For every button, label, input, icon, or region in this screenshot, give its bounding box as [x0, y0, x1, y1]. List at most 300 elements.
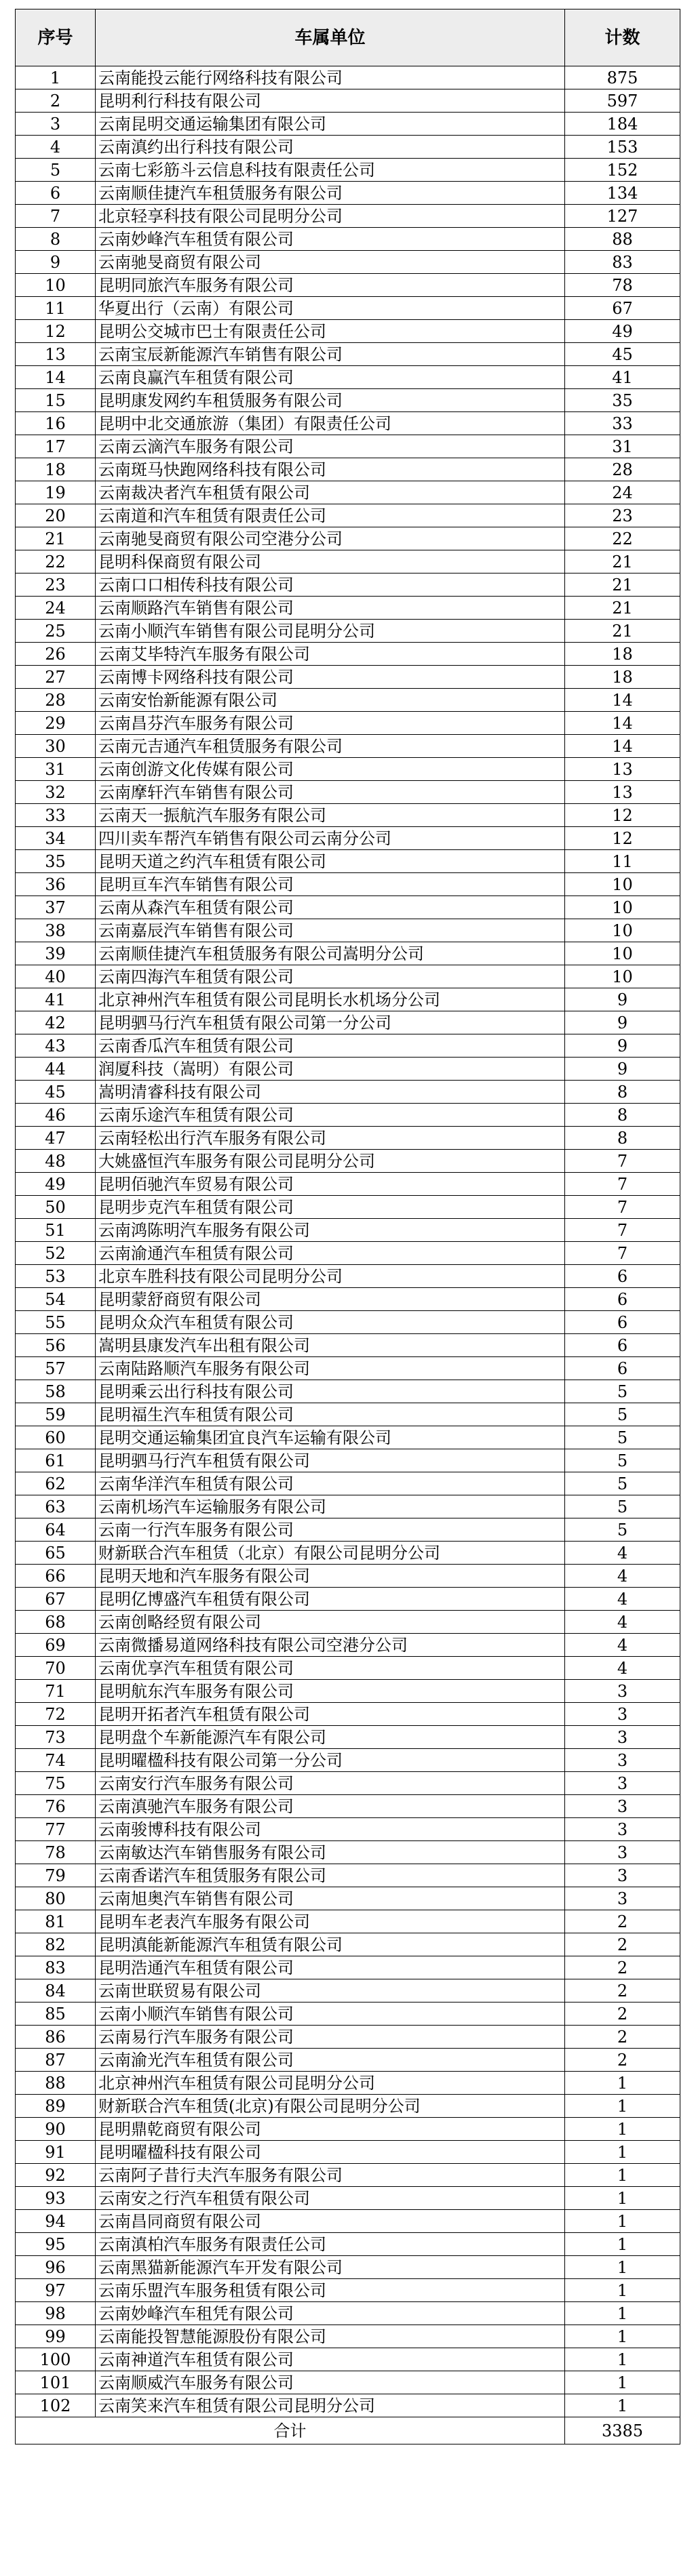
row-unit: 云南安怡新能源有限公司 [96, 689, 565, 712]
row-index: 77 [16, 1818, 96, 1841]
table-row [16, 1588, 680, 1611]
row-index: 20 [16, 504, 96, 527]
row-count: 152 [565, 159, 680, 182]
row-unit: 云南安之行汽车租赁有限公司 [96, 2187, 565, 2210]
table-row [16, 113, 680, 136]
row-unit: 昆明天地和汽车服务有限公司 [96, 1565, 565, 1588]
row-index: 9 [16, 251, 96, 274]
table-row [16, 573, 680, 597]
table-row [16, 2049, 680, 2072]
table-row [16, 1864, 680, 1887]
header-row [16, 9, 680, 66]
row-unit: 云南云滴汽车服务有限公司 [96, 435, 565, 458]
row-unit: 云南世联贸易有限公司 [96, 1979, 565, 2003]
row-index: 37 [16, 896, 96, 919]
row-unit: 云南驰旻商贸有限公司空港分公司 [96, 527, 565, 550]
row-count: 6 [565, 1357, 680, 1380]
row-unit: 云南宝辰新能源汽车销售有限公司 [96, 343, 565, 366]
row-unit: 云南滇驰汽车服务有限公司 [96, 1795, 565, 1818]
total-label: 合计 [16, 2417, 565, 2444]
table-footer [16, 2417, 680, 2444]
row-unit: 昆明鼎乾商贸有限公司 [96, 2118, 565, 2141]
row-index: 2 [16, 89, 96, 113]
row-count: 4 [565, 1565, 680, 1588]
row-index: 73 [16, 1726, 96, 1749]
row-count: 1 [565, 2095, 680, 2118]
row-count: 4 [565, 1634, 680, 1657]
row-index: 48 [16, 1150, 96, 1173]
row-count: 18 [565, 643, 680, 666]
row-unit: 云南一行汽车服务有限公司 [96, 1518, 565, 1542]
row-index: 72 [16, 1703, 96, 1726]
row-index: 18 [16, 458, 96, 481]
row-index: 68 [16, 1611, 96, 1634]
row-count: 8 [565, 1081, 680, 1104]
table-row [16, 758, 680, 781]
row-unit: 华夏出行（云南）有限公司 [96, 297, 565, 320]
row-unit: 昆明曜楹科技有限公司第一分公司 [96, 1749, 565, 1772]
row-unit: 云南香诺汽车租赁服务有限公司 [96, 1864, 565, 1887]
table-row [16, 504, 680, 527]
table-row [16, 2233, 680, 2256]
row-count: 24 [565, 481, 680, 504]
row-unit: 云南笑来汽车租赁有限公司昆明分公司 [96, 2394, 565, 2417]
table-row [16, 527, 680, 550]
table-row [16, 2325, 680, 2348]
row-index: 46 [16, 1104, 96, 1127]
table-row [16, 1334, 680, 1357]
row-index: 53 [16, 1265, 96, 1288]
row-index: 38 [16, 919, 96, 942]
row-index: 92 [16, 2164, 96, 2187]
row-count: 1 [565, 2394, 680, 2417]
row-unit: 昆明曜楹科技有限公司 [96, 2141, 565, 2164]
table-row [16, 988, 680, 1011]
table-row [16, 781, 680, 804]
row-unit: 云南陆路顺汽车服务有限公司 [96, 1357, 565, 1380]
table-row [16, 1426, 680, 1449]
row-count: 23 [565, 504, 680, 527]
row-count: 7 [565, 1219, 680, 1242]
row-count: 21 [565, 620, 680, 643]
table-row [16, 1472, 680, 1495]
row-count: 7 [565, 1150, 680, 1173]
row-index: 84 [16, 1979, 96, 2003]
table-row [16, 1565, 680, 1588]
row-index: 55 [16, 1311, 96, 1334]
row-count: 6 [565, 1265, 680, 1288]
table-row [16, 228, 680, 251]
row-unit: 云南小顺汽车销售有限公司昆明分公司 [96, 620, 565, 643]
table-row [16, 435, 680, 458]
row-count: 49 [565, 320, 680, 343]
row-count: 5 [565, 1472, 680, 1495]
table-row [16, 1034, 680, 1058]
row-count: 5 [565, 1403, 680, 1426]
row-unit: 云南道和汽车租赁有限责任公司 [96, 504, 565, 527]
table-row [16, 1979, 680, 2003]
table-row [16, 481, 680, 504]
table-row [16, 366, 680, 389]
row-index: 70 [16, 1657, 96, 1680]
header-index: 序号 [16, 9, 96, 66]
row-count: 4 [565, 1657, 680, 1680]
row-unit: 云南妙峰汽车租凭有限公司 [96, 2302, 565, 2325]
row-unit: 昆明驷马行汽车租赁有限公司 [96, 1449, 565, 1472]
row-unit: 云南昌同商贸有限公司 [96, 2210, 565, 2233]
row-unit: 北京神州汽车租赁有限公司昆明长水机场分公司 [96, 988, 565, 1011]
table-row [16, 1058, 680, 1081]
row-index: 50 [16, 1196, 96, 1219]
row-index: 90 [16, 2118, 96, 2141]
row-count: 9 [565, 1011, 680, 1034]
row-index: 95 [16, 2233, 96, 2256]
row-index: 23 [16, 573, 96, 597]
table-row [16, 1542, 680, 1565]
row-unit: 财新联合汽车租赁（北京）有限公司昆明分公司 [96, 1542, 565, 1565]
table-row [16, 1772, 680, 1795]
row-index: 82 [16, 1933, 96, 1956]
table-row [16, 1680, 680, 1703]
row-index: 85 [16, 2003, 96, 2026]
row-count: 21 [565, 573, 680, 597]
row-count: 41 [565, 366, 680, 389]
row-index: 14 [16, 366, 96, 389]
row-index: 76 [16, 1795, 96, 1818]
row-count: 3 [565, 1749, 680, 1772]
row-count: 8 [565, 1127, 680, 1150]
row-count: 35 [565, 389, 680, 412]
row-count: 1 [565, 2233, 680, 2256]
row-count: 4 [565, 1588, 680, 1611]
table-row [16, 66, 680, 89]
row-index: 21 [16, 527, 96, 550]
row-index: 71 [16, 1680, 96, 1703]
row-unit: 昆明驷马行汽车租赁有限公司第一分公司 [96, 1011, 565, 1034]
table-row [16, 850, 680, 873]
table-row [16, 942, 680, 965]
table-row [16, 804, 680, 827]
row-unit: 云南敏达汽车销售服务有限公司 [96, 1841, 565, 1864]
row-unit: 嵩明县康发汽车出租有限公司 [96, 1334, 565, 1357]
row-count: 8 [565, 1104, 680, 1127]
table-row [16, 919, 680, 942]
row-count: 33 [565, 412, 680, 435]
row-count: 4 [565, 1611, 680, 1634]
row-count: 134 [565, 182, 680, 205]
row-count: 6 [565, 1311, 680, 1334]
row-index: 58 [16, 1380, 96, 1403]
row-index: 30 [16, 735, 96, 758]
row-unit: 昆明康发网约车租赁服务有限公司 [96, 389, 565, 412]
row-count: 10 [565, 965, 680, 988]
row-count: 10 [565, 873, 680, 896]
table-row [16, 1956, 680, 1979]
table-row [16, 1910, 680, 1933]
row-count: 18 [565, 666, 680, 689]
row-unit: 云南嘉辰汽车销售有限公司 [96, 919, 565, 942]
table-row [16, 1403, 680, 1426]
row-index: 42 [16, 1011, 96, 1034]
row-index: 54 [16, 1288, 96, 1311]
table-row [16, 666, 680, 689]
row-index: 96 [16, 2256, 96, 2279]
row-index: 93 [16, 2187, 96, 2210]
row-index: 62 [16, 1472, 96, 1495]
table-row [16, 1703, 680, 1726]
row-count: 22 [565, 527, 680, 550]
table-row [16, 182, 680, 205]
row-index: 97 [16, 2279, 96, 2302]
row-count: 67 [565, 297, 680, 320]
row-unit: 云南摩轩汽车销售有限公司 [96, 781, 565, 804]
row-index: 52 [16, 1242, 96, 1265]
table-row [16, 965, 680, 988]
row-unit: 云南渝光汽车租赁有限公司 [96, 2049, 565, 2072]
row-count: 6 [565, 1288, 680, 1311]
row-unit: 云南阿子昔行夫汽车服务有限公司 [96, 2164, 565, 2187]
row-count: 1 [565, 2164, 680, 2187]
row-count: 1 [565, 2371, 680, 2394]
table-row [16, 458, 680, 481]
row-index: 5 [16, 159, 96, 182]
row-index: 1 [16, 66, 96, 89]
row-index: 61 [16, 1449, 96, 1472]
row-unit: 四川卖车帮汽车销售有限公司云南分公司 [96, 827, 565, 850]
row-index: 26 [16, 643, 96, 666]
row-count: 184 [565, 113, 680, 136]
row-count: 1 [565, 2256, 680, 2279]
row-unit: 云南天一振航汽车服务有限公司 [96, 804, 565, 827]
row-index: 15 [16, 389, 96, 412]
row-count: 5 [565, 1426, 680, 1449]
row-count: 7 [565, 1242, 680, 1265]
row-unit: 云南驰旻商贸有限公司 [96, 251, 565, 274]
row-unit: 云南轻松出行汽车服务有限公司 [96, 1127, 565, 1150]
row-unit: 昆明滇能新能源汽车租赁有限公司 [96, 1933, 565, 1956]
row-unit: 云南香瓜汽车租赁有限公司 [96, 1034, 565, 1058]
row-unit: 昆明步克汽车租赁有限公司 [96, 1196, 565, 1219]
row-index: 64 [16, 1518, 96, 1542]
table-row [16, 297, 680, 320]
row-index: 27 [16, 666, 96, 689]
row-unit: 昆明利行科技有限公司 [96, 89, 565, 113]
row-index: 98 [16, 2302, 96, 2325]
row-unit: 云南安行汽车服务有限公司 [96, 1772, 565, 1795]
row-index: 69 [16, 1634, 96, 1657]
table-row [16, 2118, 680, 2141]
table-row [16, 274, 680, 297]
row-unit: 云南骏博科技有限公司 [96, 1818, 565, 1841]
table-row [16, 2279, 680, 2302]
row-count: 3 [565, 1726, 680, 1749]
row-count: 3 [565, 1841, 680, 1864]
row-count: 1 [565, 2072, 680, 2095]
table-row [16, 735, 680, 758]
row-count: 1 [565, 2210, 680, 2233]
row-count: 13 [565, 758, 680, 781]
table-header [16, 9, 680, 66]
table-row [16, 550, 680, 573]
row-index: 40 [16, 965, 96, 988]
row-count: 2 [565, 1933, 680, 1956]
row-index: 78 [16, 1841, 96, 1864]
row-count: 5 [565, 1495, 680, 1518]
table-row [16, 1173, 680, 1196]
row-index: 94 [16, 2210, 96, 2233]
table-row [16, 2003, 680, 2026]
row-index: 32 [16, 781, 96, 804]
table-row [16, 827, 680, 850]
table-row [16, 597, 680, 620]
table-row [16, 1011, 680, 1034]
table-row [16, 136, 680, 159]
row-unit: 云南创游文化传媒有限公司 [96, 758, 565, 781]
table-row [16, 712, 680, 735]
row-index: 24 [16, 597, 96, 620]
row-unit: 云南能投云能行网络科技有限公司 [96, 66, 565, 89]
row-unit: 云南良赢汽车租赁有限公司 [96, 366, 565, 389]
row-index: 91 [16, 2141, 96, 2164]
table-row [16, 2256, 680, 2279]
table-row [16, 1265, 680, 1288]
table-row [16, 1818, 680, 1841]
row-count: 875 [565, 66, 680, 89]
row-unit: 嵩明清睿科技有限公司 [96, 1081, 565, 1104]
row-unit: 云南能投智慧能源股份有限公司 [96, 2325, 565, 2348]
row-unit: 北京轻享科技有限公司昆明分公司 [96, 205, 565, 228]
row-count: 9 [565, 1058, 680, 1081]
table-row [16, 1795, 680, 1818]
table-row [16, 620, 680, 643]
table-row [16, 2164, 680, 2187]
table-row [16, 2026, 680, 2049]
table-row [16, 689, 680, 712]
row-index: 99 [16, 2325, 96, 2348]
row-unit: 昆明公交城市巴士有限责任公司 [96, 320, 565, 343]
row-index: 56 [16, 1334, 96, 1357]
row-count: 597 [565, 89, 680, 113]
row-unit: 云南渝通汽车租赁有限公司 [96, 1242, 565, 1265]
row-count: 10 [565, 919, 680, 942]
row-count: 12 [565, 827, 680, 850]
row-unit: 云南滇柏汽车服务有限责任公司 [96, 2233, 565, 2256]
table-row [16, 1841, 680, 1864]
table-row [16, 389, 680, 412]
row-unit: 云南从森汽车租赁有限公司 [96, 896, 565, 919]
row-count: 3 [565, 1772, 680, 1795]
row-unit: 云南元吉通汽车租赁服务有限公司 [96, 735, 565, 758]
row-count: 1 [565, 2325, 680, 2348]
row-count: 3 [565, 1864, 680, 1887]
row-index: 87 [16, 2049, 96, 2072]
row-count: 88 [565, 228, 680, 251]
row-count: 31 [565, 435, 680, 458]
table-row [16, 320, 680, 343]
row-index: 6 [16, 182, 96, 205]
total-value: 3385 [565, 2417, 680, 2444]
row-count: 2 [565, 1910, 680, 1933]
header-unit: 车属单位 [96, 9, 565, 66]
row-count: 4 [565, 1542, 680, 1565]
table-row [16, 89, 680, 113]
table-row [16, 1449, 680, 1472]
table-row [16, 412, 680, 435]
row-index: 11 [16, 297, 96, 320]
row-count: 14 [565, 735, 680, 758]
row-index: 75 [16, 1772, 96, 1795]
row-index: 47 [16, 1127, 96, 1150]
table-row [16, 1611, 680, 1634]
row-count: 1 [565, 2348, 680, 2371]
row-index: 8 [16, 228, 96, 251]
row-unit: 大姚盛恒汽车服务有限公司昆明分公司 [96, 1150, 565, 1173]
row-unit: 昆明佰驰汽车贸易有限公司 [96, 1173, 565, 1196]
table-row [16, 1311, 680, 1334]
table-row [16, 643, 680, 666]
row-unit: 润厦科技（嵩明）有限公司 [96, 1058, 565, 1081]
row-count: 28 [565, 458, 680, 481]
row-unit: 云南艾毕特汽车服务有限公司 [96, 643, 565, 666]
table-row [16, 1219, 680, 1242]
row-index: 39 [16, 942, 96, 965]
row-unit: 云南创略经贸有限公司 [96, 1611, 565, 1634]
row-index: 101 [16, 2371, 96, 2394]
row-unit: 云南小顺汽车销售有限公司 [96, 2003, 565, 2026]
row-count: 1 [565, 2302, 680, 2325]
row-index: 89 [16, 2095, 96, 2118]
row-index: 36 [16, 873, 96, 896]
table-row [16, 2141, 680, 2164]
row-index: 65 [16, 1542, 96, 1565]
row-unit: 云南斑马快跑网络科技有限公司 [96, 458, 565, 481]
row-index: 86 [16, 2026, 96, 2049]
table-row [16, 251, 680, 274]
row-index: 60 [16, 1426, 96, 1449]
row-index: 31 [16, 758, 96, 781]
row-count: 2 [565, 2026, 680, 2049]
row-index: 59 [16, 1403, 96, 1426]
row-unit: 云南口口相传科技有限公司 [96, 573, 565, 597]
row-count: 2 [565, 2003, 680, 2026]
row-unit: 云南博卡网络科技有限公司 [96, 666, 565, 689]
row-count: 1 [565, 2187, 680, 2210]
header-count: 计数 [565, 9, 680, 66]
row-index: 80 [16, 1887, 96, 1910]
row-unit: 云南裁决者汽车租赁有限公司 [96, 481, 565, 504]
row-unit: 昆明交通运输集团宜良汽车运输有限公司 [96, 1426, 565, 1449]
row-unit: 北京车胜科技有限公司昆明分公司 [96, 1265, 565, 1288]
row-index: 16 [16, 412, 96, 435]
row-count: 14 [565, 712, 680, 735]
row-unit: 昆明众众汽车租赁有限公司 [96, 1311, 565, 1334]
row-unit: 云南微播易道网络科技有限公司空港分公司 [96, 1634, 565, 1657]
row-unit: 昆明盘个车新能源汽车有限公司 [96, 1726, 565, 1749]
table-row [16, 1380, 680, 1403]
row-unit: 云南顺佳捷汽车租赁服务有限公司嵩明分公司 [96, 942, 565, 965]
row-unit: 昆明乘云出行科技有限公司 [96, 1380, 565, 1403]
table-row [16, 1104, 680, 1127]
row-count: 9 [565, 1034, 680, 1058]
row-index: 7 [16, 205, 96, 228]
row-index: 66 [16, 1565, 96, 1588]
row-count: 3 [565, 1887, 680, 1910]
table-row [16, 2072, 680, 2095]
row-unit: 昆明福生汽车租赁有限公司 [96, 1403, 565, 1426]
row-count: 10 [565, 896, 680, 919]
table-row [16, 1288, 680, 1311]
row-unit: 云南滇约出行科技有限公司 [96, 136, 565, 159]
